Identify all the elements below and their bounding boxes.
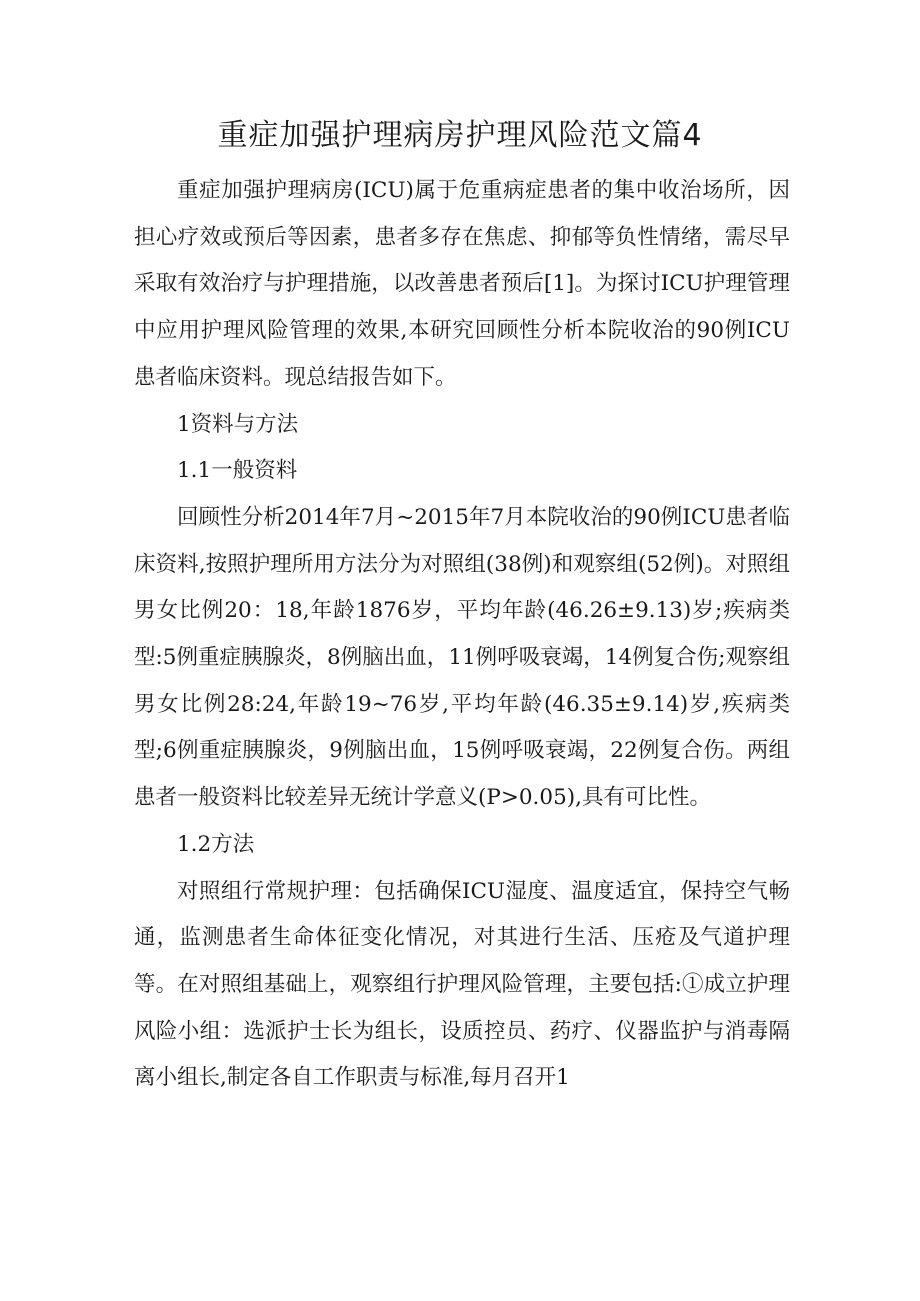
subsection-heading-general-data: 1.1一般资料 xyxy=(177,458,298,484)
paragraph-intro: 重症加强护理病房(ICU)属于危重病症患者的集中收治场所，因担心疗效或预后等因素，患者多存在焦虑、抑郁等负性情绪，需尽早采取有效治疗与护理措施，以改善患者预后[1]。为探讨ICU护理管理中应用护理风险管理的效果,本研究回顾性分析本院收治的90例ICU患者临床资料。现总结报告如下。 xyxy=(134,178,790,390)
subsection-heading-methods: 1.2方法 xyxy=(177,831,255,857)
document-title: 重症加强护理病房护理风险范文篇4 xyxy=(217,118,703,153)
paragraph-methods: 对照组行常规护理：包括确保ICU湿度、温度适宜，保持空气畅通，监测患者生命体征变化情况，对其进行生活、压疮及气道护理等。在对照组基础上，观察组行护理风险管理，主要包括:①成立护理风险小组：选派护士长为组长，设质控员、药疗、仪器监护与消毒隔离小组长,制定各自工作职责与标准,每月召开1 xyxy=(134,878,790,1091)
section-heading-materials-methods: 1资料与方法 xyxy=(177,411,299,437)
paragraph-general-data: 回顾性分析2014年7月~2015年7月本院收治的90例ICU患者临床资料,按照护理所用方法分为对照组(38例)和观察组(52例)。对照组男女比例20：18,年龄1876岁，平均年龄(46.26±9.13)岁;疾病类型:5例重症胰腺炎，8例脑出血，11例呼吸衰竭，14例复合伤;观察组男女比例28:24,年龄19~76岁,平均年龄(46.35±9.14)岁,疾病类型;6例重症胰腺炎，9例脑出血，15例呼吸衰竭，22例复合伤。两组患者一般资料比较差异无统计学意义(P>0.05),具有可比性。 xyxy=(134,504,790,811)
document-body xyxy=(134,168,790,1102)
